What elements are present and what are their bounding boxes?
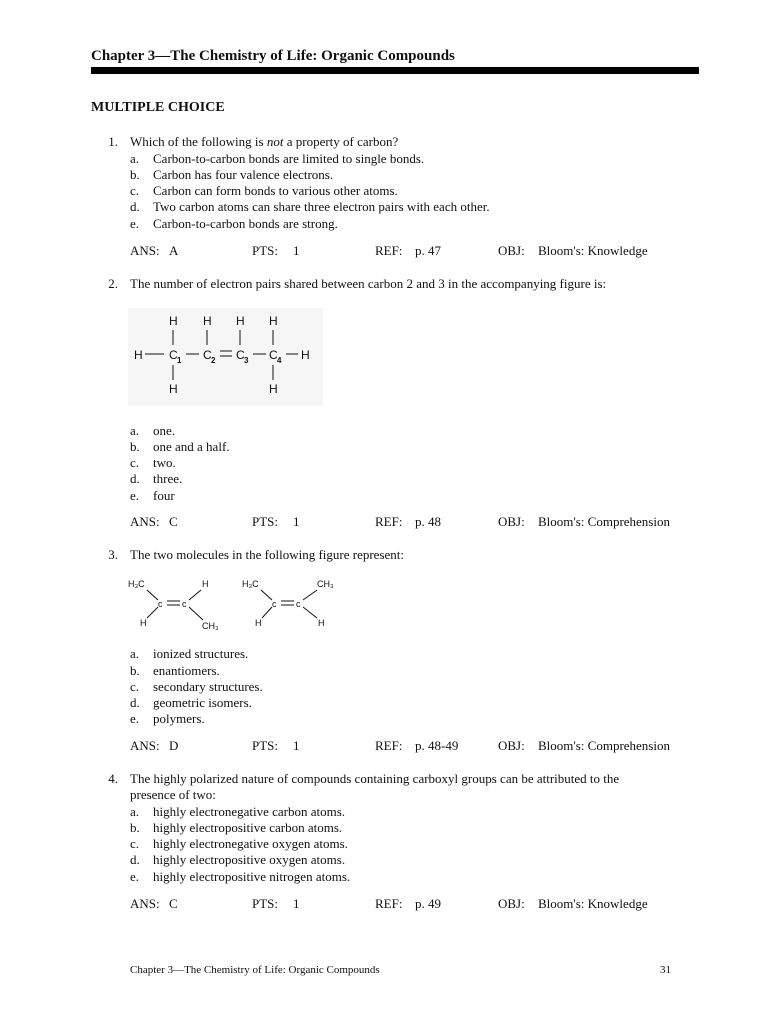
option-text: Carbon-to-carbon bonds are strong. bbox=[153, 216, 338, 231]
ans-value: A bbox=[169, 243, 179, 258]
ref-label: REF: bbox=[375, 514, 403, 529]
option-letter: d. bbox=[130, 199, 140, 214]
option-text: Two carbon atoms can share three electron pairs with each other. bbox=[153, 199, 490, 214]
option-text: one. bbox=[153, 423, 176, 438]
obj-value: Bloom's: Knowledge bbox=[538, 243, 648, 258]
option-text: polymers. bbox=[153, 711, 205, 726]
h-atom: H bbox=[169, 382, 178, 396]
obj-value: Bloom's: Comprehension bbox=[538, 514, 670, 529]
question-number: 3. bbox=[108, 547, 118, 562]
ref-label: REF: bbox=[375, 738, 403, 753]
option-letter: e. bbox=[130, 869, 140, 884]
page-number: 31 bbox=[660, 964, 671, 976]
option-letter: b. bbox=[130, 167, 140, 182]
methyl-group-label: CH₃ bbox=[202, 621, 219, 631]
ans-value: D bbox=[169, 738, 179, 753]
option-text: enantiomers. bbox=[153, 663, 220, 678]
emphasis-word: not bbox=[266, 134, 284, 149]
obj-value: Bloom's: Knowledge bbox=[538, 896, 648, 911]
geometric-isomers-figure bbox=[125, 574, 345, 634]
methyl-group-label: H₃C bbox=[242, 579, 259, 589]
option-text: Carbon-to-carbon bonds are limited to single bonds. bbox=[153, 151, 425, 166]
ref-label: REF: bbox=[375, 243, 403, 258]
ans-value: C bbox=[169, 896, 178, 911]
ans-label: ANS: bbox=[130, 514, 160, 529]
carbon-3-index: 3 bbox=[244, 356, 249, 365]
butene-structure-figure bbox=[128, 308, 323, 406]
option-text: highly electropositive nitrogen atoms. bbox=[153, 869, 351, 884]
pts-value: 1 bbox=[293, 896, 300, 911]
ref-value: p. 49 bbox=[415, 896, 441, 911]
obj-label: OBJ: bbox=[498, 243, 525, 258]
option-text: one and a half. bbox=[153, 439, 230, 454]
option-letter: c. bbox=[130, 183, 140, 198]
option-text: highly electronegative carbon atoms. bbox=[153, 804, 346, 819]
option-text: Carbon has four valence electrons. bbox=[153, 167, 334, 182]
option-text: three. bbox=[153, 471, 183, 486]
methyl-group-label: H₃C bbox=[128, 579, 145, 589]
obj-label: OBJ: bbox=[498, 514, 525, 529]
option-letter: c. bbox=[130, 455, 140, 470]
h-atom: H bbox=[269, 314, 278, 328]
h-atom: H bbox=[269, 382, 278, 396]
ans-label: ANS: bbox=[130, 738, 160, 753]
option-letter: d. bbox=[130, 695, 140, 710]
option-letter: a. bbox=[130, 646, 140, 661]
question-stem-continued: presence of two: bbox=[130, 787, 216, 802]
option-letter: c. bbox=[130, 836, 140, 851]
option-text: two. bbox=[153, 455, 176, 470]
carbon-atom: c bbox=[158, 599, 163, 609]
h-atom: H bbox=[236, 314, 245, 328]
option-letter: a. bbox=[130, 151, 140, 166]
pts-value: 1 bbox=[293, 738, 300, 753]
ref-value: p. 47 bbox=[415, 243, 441, 258]
ref-value: p. 48 bbox=[415, 514, 441, 529]
carbon-4-index: 4 bbox=[277, 356, 282, 365]
option-text: ionized structures. bbox=[153, 646, 249, 661]
option-text: geometric isomers. bbox=[153, 695, 252, 710]
option-text: four bbox=[153, 488, 175, 503]
pts-value: 1 bbox=[293, 243, 300, 258]
h-atom: H bbox=[140, 618, 147, 628]
option-letter: e. bbox=[130, 488, 140, 503]
obj-label: OBJ: bbox=[498, 896, 525, 911]
carbon-atom: c bbox=[296, 599, 301, 609]
option-letter: d. bbox=[130, 852, 140, 867]
h-atom: H bbox=[203, 314, 212, 328]
obj-label: OBJ: bbox=[498, 738, 525, 753]
h-atom: H bbox=[318, 618, 325, 628]
section-heading: MULTIPLE CHOICE bbox=[91, 100, 225, 115]
ref-label: REF: bbox=[375, 896, 403, 911]
option-text: Carbon can form bonds to various other atoms. bbox=[153, 183, 398, 198]
option-letter: a. bbox=[130, 423, 140, 438]
option-text: highly electropositive oxygen atoms. bbox=[153, 852, 346, 867]
pts-label: PTS: bbox=[252, 896, 279, 911]
obj-value: Bloom's: Comprehension bbox=[538, 738, 670, 753]
ref-value: p. 48-49 bbox=[415, 738, 459, 753]
option-letter: b. bbox=[130, 663, 140, 678]
pts-label: PTS: bbox=[252, 243, 279, 258]
carbon-1-index: 1 bbox=[177, 356, 182, 365]
question-stem: The highly polarized nature of compounds containing carboxyl groups can be attributed to the bbox=[130, 771, 620, 786]
h-atom: H bbox=[169, 314, 178, 328]
carbon-atom: c bbox=[182, 599, 187, 609]
question-number: 1. bbox=[108, 134, 118, 149]
h-atom: H bbox=[255, 618, 262, 628]
carbon-2-index: 2 bbox=[211, 356, 216, 365]
option-letter: e. bbox=[130, 216, 140, 231]
h-atom: H bbox=[134, 348, 143, 362]
option-text: highly electronegative oxygen atoms. bbox=[153, 836, 348, 851]
option-letter: a. bbox=[130, 804, 140, 819]
ans-label: ANS: bbox=[130, 896, 160, 911]
option-text: secondary structures. bbox=[153, 679, 263, 694]
option-text: highly electropositive carbon atoms. bbox=[153, 820, 343, 835]
ans-label: ANS: bbox=[130, 243, 160, 258]
question-stem: Which of the following is not a property of carbon? bbox=[130, 134, 399, 149]
carbon-1: C bbox=[169, 348, 178, 362]
option-letter: e. bbox=[130, 711, 140, 726]
option-letter: b. bbox=[130, 439, 140, 454]
chapter-title: Chapter 3—The Chemistry of Life: Organic Compounds bbox=[91, 48, 455, 64]
h-atom: H bbox=[202, 579, 209, 589]
question-number: 2. bbox=[108, 276, 118, 291]
pts-label: PTS: bbox=[252, 738, 279, 753]
question-stem: The two molecules in the following figure represent: bbox=[130, 547, 405, 562]
pts-value: 1 bbox=[293, 514, 300, 529]
bond-lines bbox=[147, 590, 317, 620]
option-letter: b. bbox=[130, 820, 140, 835]
carbon-atom: c bbox=[272, 599, 277, 609]
pts-label: PTS: bbox=[252, 514, 279, 529]
ans-value: C bbox=[169, 514, 178, 529]
carbon-4: C bbox=[269, 348, 278, 362]
methyl-group-label: CH₃ bbox=[317, 579, 334, 589]
footer-title: Chapter 3—The Chemistry of Life: Organic Compounds bbox=[130, 964, 380, 976]
header-rule bbox=[91, 67, 699, 74]
option-letter: c. bbox=[130, 679, 140, 694]
carbon-3: C bbox=[236, 348, 245, 362]
option-letter: d. bbox=[130, 471, 140, 486]
question-number: 4. bbox=[108, 771, 118, 786]
carbon-2: C bbox=[203, 348, 212, 362]
h-atom: H bbox=[301, 348, 310, 362]
question-stem: The number of electron pairs shared between carbon 2 and 3 in the accompanying figure is: bbox=[130, 276, 607, 291]
